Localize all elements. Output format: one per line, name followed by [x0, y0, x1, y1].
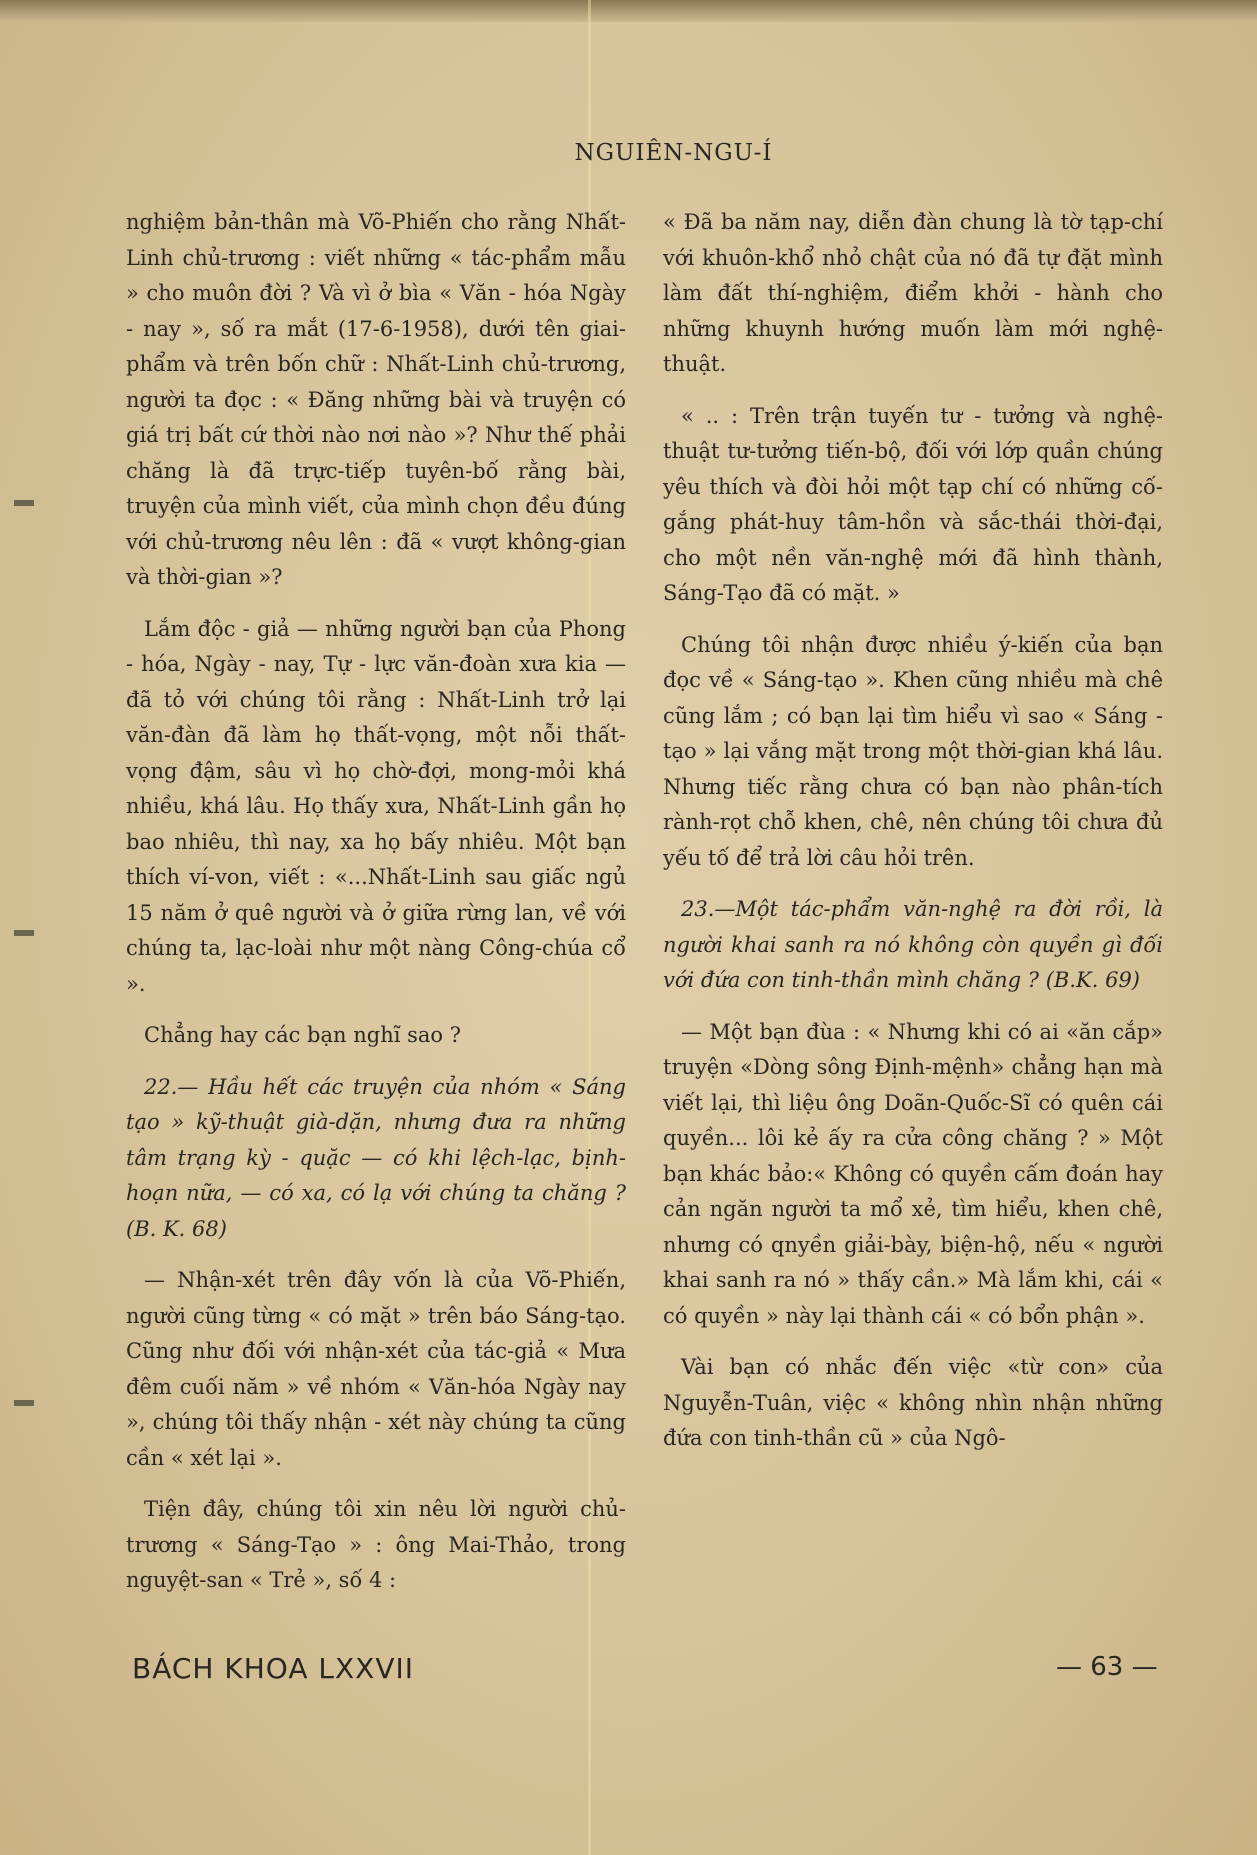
- paragraph: — Một bạn đùa : « Nhưng khi có ai «ăn cắp» truyện «Dòng sông Định-mệnh» chẳng hạn mà viết lại, thì liệu ông Doãn-Quốc-Sĩ có quên cái quyền... lôi kẻ ấy ra cửa công chăng ? » Một bạn khác bảo:« Không có quyền cấm đoán hay cản ngăn người ta mổ xẻ, tìm hiểu, khen chê, nhưng có qnyền giải-bày, biện-hộ, nếu « người khai sanh ra nó » thấy cần.» Mà lắm khi, cái « có quyền » này lại thành cái « có bổn phận ».: [663, 1019, 1163, 1328]
- paragraph: Vài bạn có nhắc đến việc «từ con» của Nguyễn-Tuân, việc « không nhìn nhận những đứa con tinh-thần cũ » của Ngô-: [663, 1355, 1163, 1450]
- right-column: [663, 205, 1163, 1473]
- question-23: 23.—Một tác-phẩm văn-nghệ ra đời rồi, là người khai sanh ra nó không còn quyền gì đối với đứa con tinh-thần mình chăng ? (B.K. 69): [663, 897, 1163, 992]
- question-22: 22.— Hầu hết các truyện của nhóm « Sáng tạo » kỹ-thuật già-dặn, nhưng đưa ra những tâm trạng kỳ - quặc — có khi lệch-lạc, bịnh-hoạn nữa, — có xa, có lạ với chúng ta chăng ? (B. K. 68): [126, 1074, 626, 1241]
- paragraph: — Nhận-xét trên đây vốn là của Võ-Phiến, người cũng từng « có mặt » trên báo Sáng-tạo. Cũng như đối với nhận-xét của tác-giả « Mưa đêm cuối năm » về nhóm « Văn-hóa Ngày nay », chúng tôi thấy nhận - xét này chúng ta cũng cần « xét lại ».: [126, 1268, 626, 1470]
- quote-paragraph: « Đã ba năm nay, diễn đàn chung là tờ tạp-chí với khuôn-khổ nhỏ chật của nó đã tự đặt mình làm đất thí-nghiệm, điểm khởi - hành cho những khuynh hướng muốn làm mới nghệ-thuật.: [663, 210, 1163, 376]
- paragraph: nghiệm bản-thân mà Võ-Phiến cho rằng Nhất-Linh chủ-trương : viết những « tác-phẩm mẫu » cho muôn đời ? Và vì ở bìa « Văn - hóa Ngày - nay », số ra mắt (17-6-1958), dưới tên giai-phẩm và trên bốn chữ : Nhất-Linh chủ-trương, người ta đọc : « Đăng những bài và truyện có giá trị bất cứ thời nào nơi nào »? Như thế phải chăng là đã trực-tiếp tuyên-bố rằng bài, truyện của mình viết, của mình chọn đều đúng với chủ-trương nêu lên : đã « vượt không-gian và thời-gian »?: [126, 210, 626, 589]
- page-top-edge: [0, 0, 1257, 22]
- paragraph: Lắm độc - giả — những người bạn của Phong - hóa, Ngày - nay, Tự - lực văn-đoàn xưa kia — đã tỏ với chúng tôi rằng : Nhất-Linh trở lại văn-đàn đã làm họ thất-vọng, một nỗi thất-vọng đậm, sâu vì họ chờ-đợi, mong-mỏi khá nhiều, khá lâu. Họ thấy xưa, Nhất-Linh gần họ bao nhiêu, thì nay, xa họ bấy nhiêu. Một bạn thích ví-von, viết : «...Nhất-Linh sau giấc ngủ 15 năm ở quê người và ở giữa rừng lan, về với chúng ta, lạc-loài như một nàng Công-chúa cổ ».: [126, 616, 626, 996]
- magazine-footer: BÁCH KHOA LXXVII: [132, 1652, 415, 1685]
- paragraph: Chúng tôi nhận được nhiều ý-kiến của bạn đọc về « Sáng-tạo ». Khen cũng nhiều mà chê cũng lắm ; có bạn lại tìm hiểu vì sao « Sáng - tạo » lại vắng mặt trong một thời-gian khá lâu. Nhưng tiếc rằng chưa có bạn nào phân-tích rành-rọt chỗ khen, chê, nên chúng tôi chưa đủ yếu tố để trả lời câu hỏi trên.: [663, 632, 1163, 870]
- running-header: NGUIÊN-NGU-Í: [574, 140, 773, 166]
- punch-mark: [14, 1400, 34, 1406]
- quote-paragraph: « .. : Trên trận tuyến tư - tưởng và nghệ-thuật tư-tưởng tiến-bộ, đối với lớp quần chúng yêu thích và đòi hỏi một tạp chí có những cố-gắng phát-huy tâm-hồn và sắc-thái thời-đại, cho một nền văn-nghệ mới đã hình thành, Sáng-Tạo đã có mặt. »: [663, 403, 1163, 605]
- punch-mark: [14, 500, 34, 506]
- paragraph: Chẳng hay các bạn nghĩ sao ?: [144, 1023, 461, 1047]
- left-column: [126, 205, 626, 1615]
- page-number: — 63 —: [1056, 1652, 1158, 1682]
- punch-mark: [14, 930, 34, 936]
- paragraph: Tiện đây, chúng tôi xin nêu lời người chủ-trương « Sáng-Tạo » : ông Mai-Thảo, trong nguyệt-san « Trẻ », số 4 :: [126, 1497, 626, 1592]
